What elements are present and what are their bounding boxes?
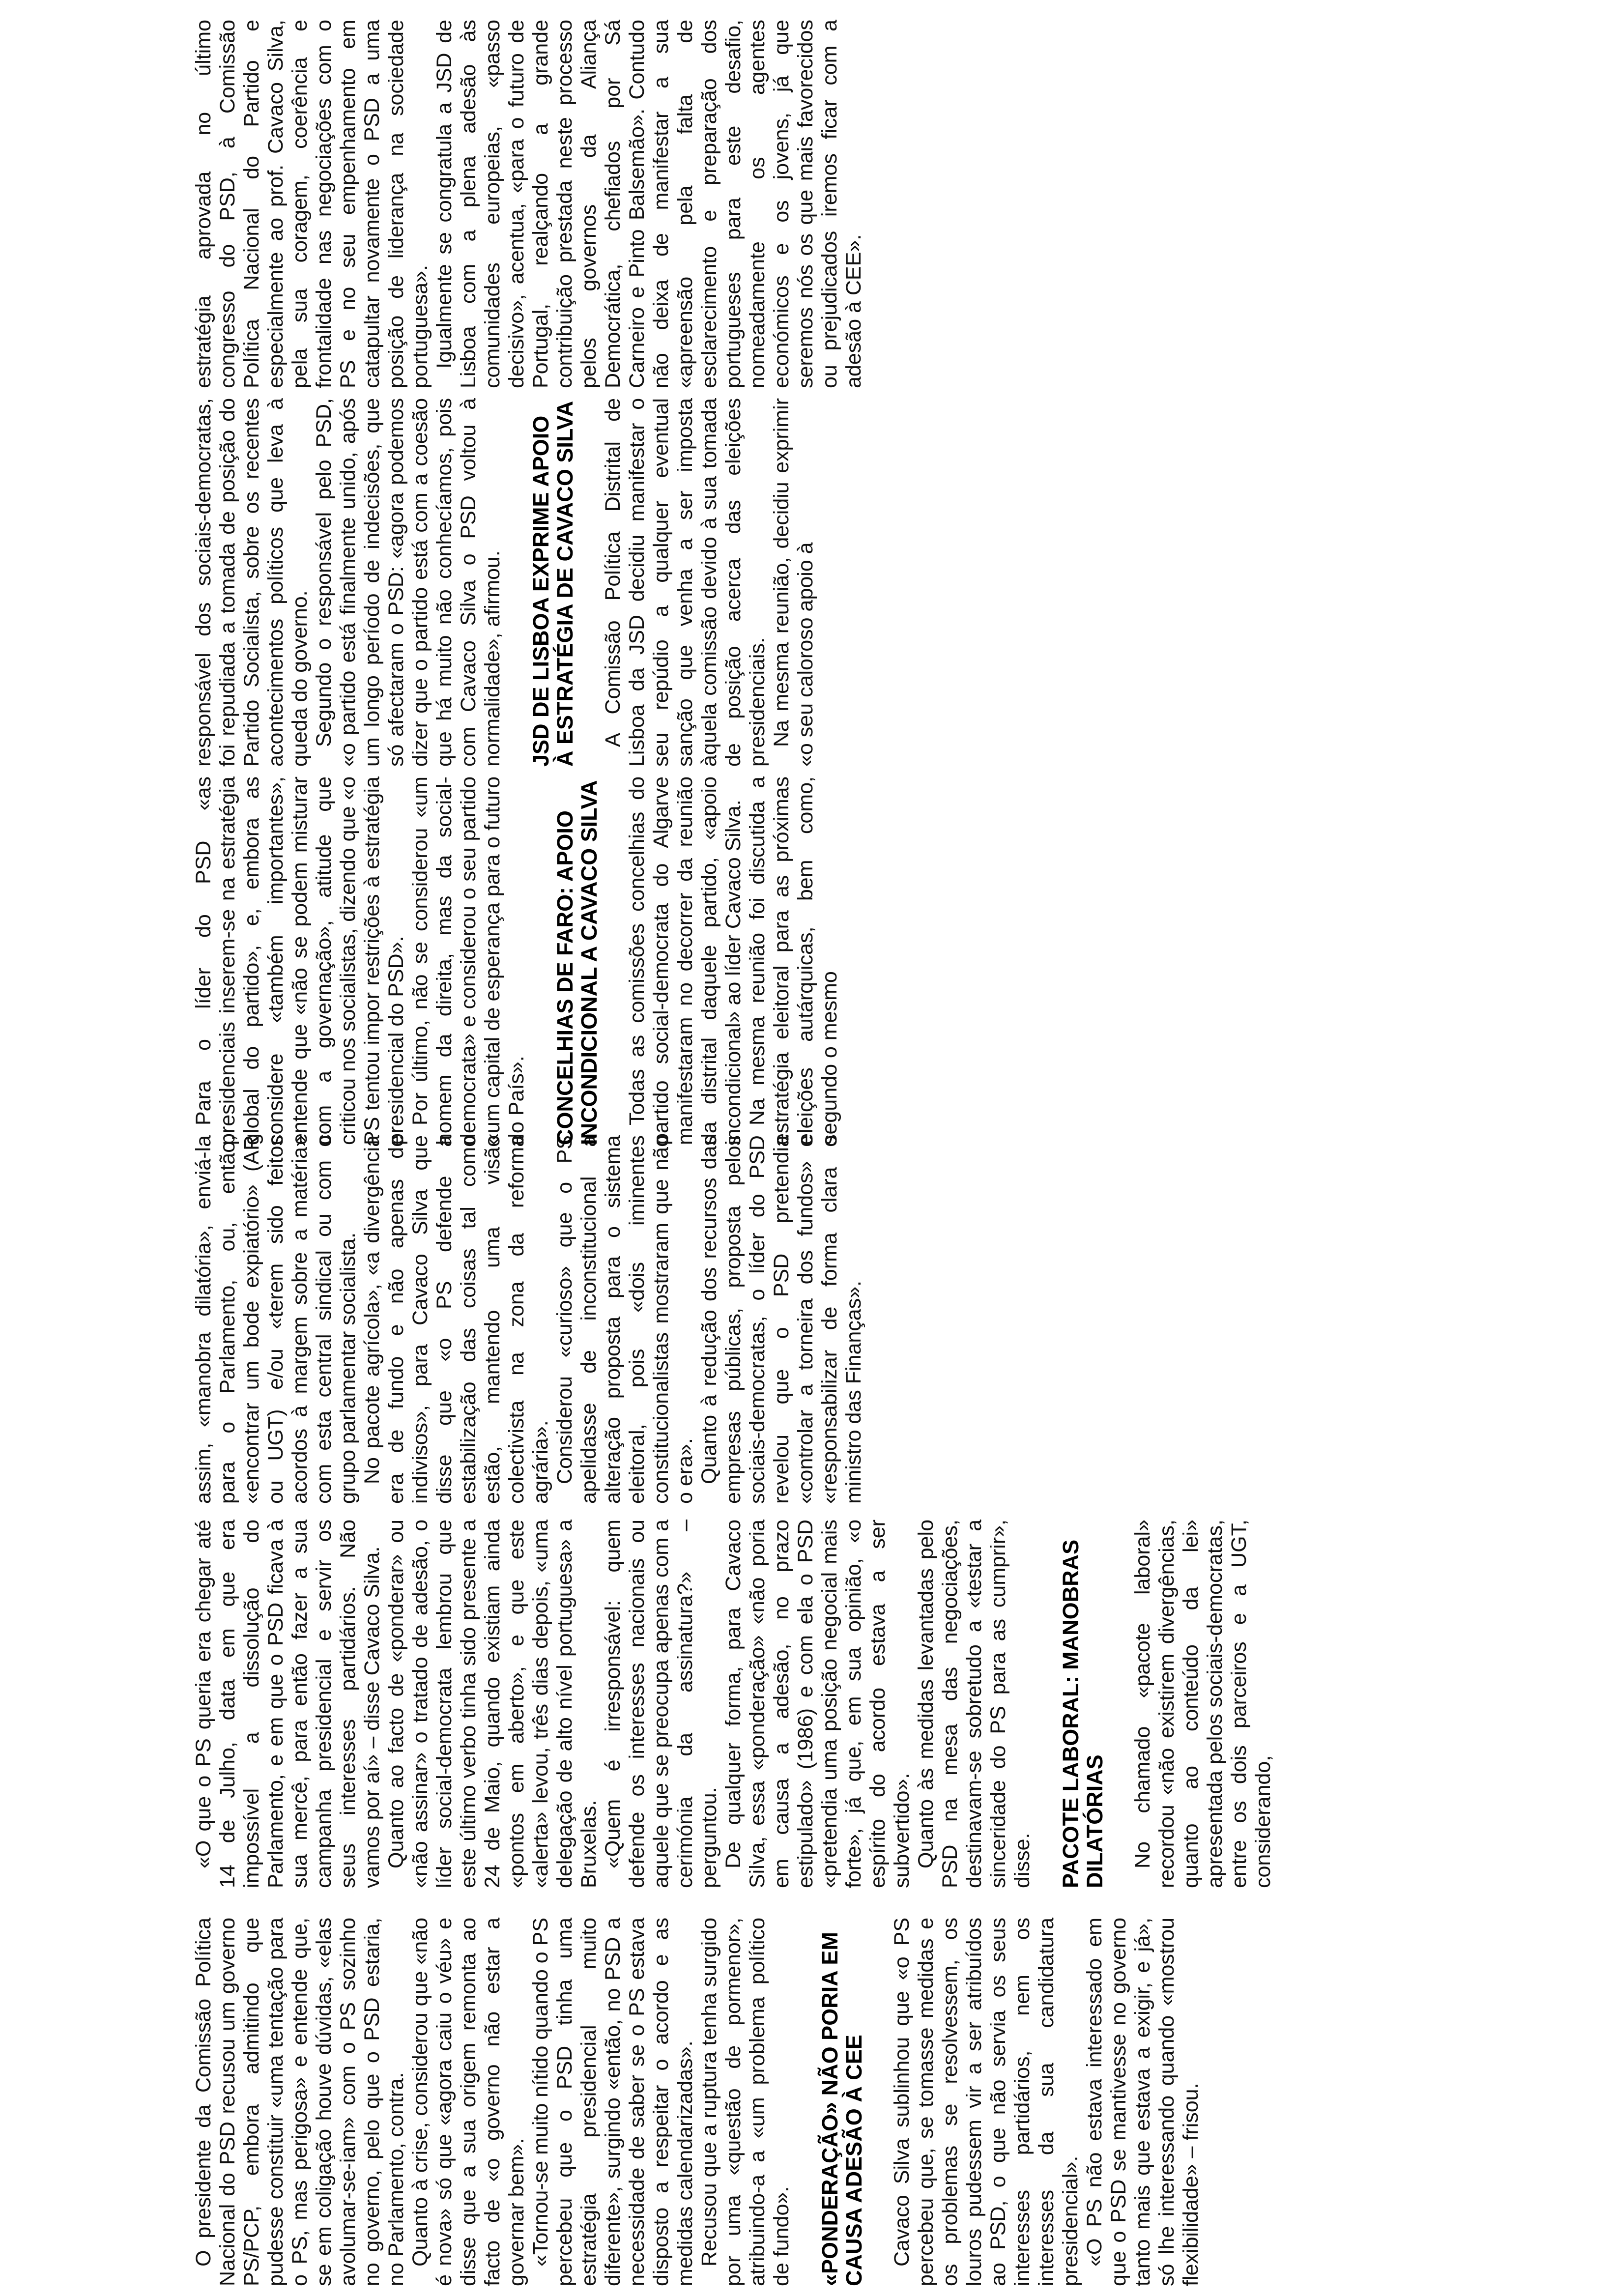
article-paragraph: responsável dos sociais-democratas, foi repudiada a tomada de posição do Partido Socialista, sobre os recentes acontecimentos políticos que leva à queda do governo.: [192, 398, 312, 767]
column-5: [192, 398, 818, 767]
article-paragraph: Considerou «curioso» que o PS apelidasse de inconstitucional a alteração proposta para o sistema eleitoral, pois «dois iminentes constitucionalistas mostraram que não o era».: [553, 1135, 697, 1504]
column-3: [192, 1135, 866, 1504]
article-paragraph: Para o líder do PSD «as presidenciais inserem-se na estratégia global do partido», e, embora as considere «também importantes», entende que «não se podem misturar com a governação», atitude que criticou nos socialistas, dizendo que «o PS tentou impor restrições à estratégia presidencial do PSD».: [192, 776, 408, 1145]
section-heading: «PONDERAÇÃO» NÃO PORIA EM CAUSA ADESÃO À CEE: [817, 1932, 866, 2286]
article-paragraph: Quanto ao facto de «ponderar» ou «não assinar» o tratado de adesão, o líder social-democrata lembrou que este último verbo tinha sido presente a 24 de Maio, quando existiam ainda «pontos em aberto», e que este «alerta» levou, três dias depois, «uma delegação de alto nível portuguesa» a Bruxelas.: [384, 1520, 601, 1888]
article-paragraph: assim, «manobra dilatória», enviá-la para o Parlamento, ou, então, «encontrar um bode expiatório» (AR ou UGT) e/ou «terem sido feitos acordos à margem sobre a matéria» com esta central sindical ou com o grupo parlamentar socialista.: [192, 1135, 360, 1504]
article-paragraph: Cavaco Silva sublinhou que «o PS percebeu que, se tomasse medidas e os problemas se resolvessem, os louros pudessem vir a ser atribuídos ao PSD, o que não servia os seus interesses partidários, nem os interesses da sua candidatura presidencial».: [890, 1918, 1082, 2286]
article-paragraph: A Comissão Política Distrital de Lisboa da JSD decidiu manifestar o seu repúdio a qualquer eventual sanção que venha a ser imposta àquela comissão devido à sua tomada de posição acerca das eleições presidenciais.: [601, 398, 769, 767]
article-paragraph: «Quem é irresponsável: quem defende os interesses nacionais ou aquele que se preocupa apenas com a cerimónia da assinatura?» – perguntou.: [601, 1520, 721, 1888]
article-paragraph: Quanto às medidas levantadas pelo PSD na mesa das negociações, destinavam-se sobretudo a «testar a sinceridade do PS para as cumprir», disse.: [914, 1520, 1034, 1888]
article-paragraph: Quanto à redução dos recursos das empresas públicas, proposta pelos sociais-democratas, o líder do PSD revelou que o PSD pretendia «controlar a torneira dos fundos» e «responsabilizar de forma clara o ministro das Finanças».: [697, 1135, 865, 1504]
column-1: [192, 1918, 1203, 2286]
article-paragraph: Segundo o responsável pelo PSD, «o partido está finalmente unido, após um longo período de indecisões, que só afectaram o PSD: «agora podemos dizer que o partido está com a coesão que há muito não conhecíamos, pois com Cavaco Silva o PSD voltou à normalidade», afirmou.: [312, 398, 504, 767]
article-paragraph: No pacote agrícola», «a divergência era de fundo e não apenas de indivisos», para Cavaco Silva que disse que «o PS defende a estabilização das coisas tal como estão, mantendo uma visão colectivista na zona da reforma agrária».: [360, 1135, 552, 1504]
section-heading: PACOTE LABORAL: MANOBRAS DILATÓRIAS: [1058, 1539, 1107, 1888]
article-paragraph: Igualmente se congratula a JSD de Lisboa com a plena adesão às comunidades europeias, «passo decisivo», acentua, «para o futuro de Portugal, realçando a grande contribuição prestada neste processo pelos governos da Aliança Democrática, chefiados por Sá Carneiro e Pinto Balsemão». Contudo não deixa de manifestar a sua «apreensão pela falta de esclarecimento e preparação dos portugueses para este desafio, nomeadamente os agentes económicos e os jovens, já que seremos nós os que mais favorecidos ou prejudicados iremos ficar com a adesão à CEE».: [432, 20, 865, 388]
article-paragraph: Na mesma reunião, decidiu exprimir «o seu caloroso apoio à: [770, 398, 817, 767]
column-4: [192, 776, 842, 1145]
article-paragraph: De qualquer forma, para Cavaco Silva, essa «ponderação» «não poria em causa a adesão, no prazo estipulado» (1986) e com ela o PSD «pretendia uma posição negocial mais forte», já que, em sua opinião, «o espírito do acordo estava a ser subvertido».: [721, 1520, 914, 1888]
article-paragraph: Na mesma reunião foi discutida a estratégia eleitoral para as próximas eleições autárquicas, bem como, segundo o mesmo: [746, 776, 841, 1145]
article-paragraph: estratégia aprovada no último congresso do PSD, à Comissão Política Nacional do Partido e especialmente ao prof. Cavaco Silva, pela sua coragem, coerência e frontalidade nas negociações com o PS e no seu empenhamento em catapultar novamente o PSD a uma posição de liderança na sociedade portuguesa».: [192, 20, 432, 388]
article-paragraph: Recusou que a ruptura tenha surgido por uma «questão de pormenor», atribuindo-a a «um problema político de fundo».: [697, 1918, 793, 2286]
article-paragraph: O presidente da Comissão Política Nacional do PSD recusou um governo PS/PCP, embora admitindo que pudesse constituir «uma tentação para o PS, mas perigosa» e entende que, se em coligação houve dúvidas, «elas avolumar-se-iam» com o PS sozinho no governo, pelo que o PSD estaria, no Parlamento, contra.: [192, 1918, 408, 2286]
column-2: [192, 1520, 1275, 1888]
article-paragraph: Quanto à crise, considerou que «não é nova» só que «agora caiu o véu» e disse que a sua origem remonta ao facto de «o governo não estar a governar bem».: [408, 1918, 528, 2286]
section-heading: JSD DE LISBOA EXPRIME APOIO À ESTRATÉGIA DE CAVACO SILVA: [528, 401, 577, 767]
article-paragraph: Todas as comissões concelhias do partido social-democrata do Algarve manifestaram no decorrer da reunião da distrital daquele partido, «apoio incondicional» ao líder Cavaco Silva.: [625, 776, 745, 1145]
column-6: [192, 20, 866, 388]
article-paragraph: «O PS não estava interessado em que o PSD se mantivesse no governo tanto mais que estava a exigir, e já», só lhe interessando quando «mostrou flexibilidade» – frisou.: [1083, 1918, 1203, 2286]
article-paragraph: Por último, não se considerou «um homem da direita, mas da social-democrata» e considerou o seu partido «um capital de esperança para o futuro do País».: [408, 776, 528, 1145]
article-paragraph: «O que o PS queria era chegar até 14 de Julho, data em que era impossível a dissolução do Parlamento, e em que o PSD ficava à sua mercê, para então fazer a sua campanha presidencial e servir os seus interesses partidários. Não vamos por aí» – disse Cavaco Silva.: [192, 1520, 384, 1888]
article-paragraph: No chamado «pacote laboral» recordou «não existirem divergências, quanto ao conteúdo da lei» apresentada pelos sociais-democratas, entre os dois parceiros e a UGT, considerando,: [1131, 1520, 1275, 1888]
section-heading: CONCELHIAS DE FARO: APOIO INCONDICIONAL A CAVACO SILVA: [552, 780, 602, 1145]
article-paragraph: «Tornou-se muito nítido quando o PS percebeu que o PSD tinha uma estratégia presidencial muito diferente», surgindo «então, no PSD a necessidade de saber se o PS estava disposto a respeitar o acordo e as medidas calendarizadas».: [529, 1918, 697, 2286]
